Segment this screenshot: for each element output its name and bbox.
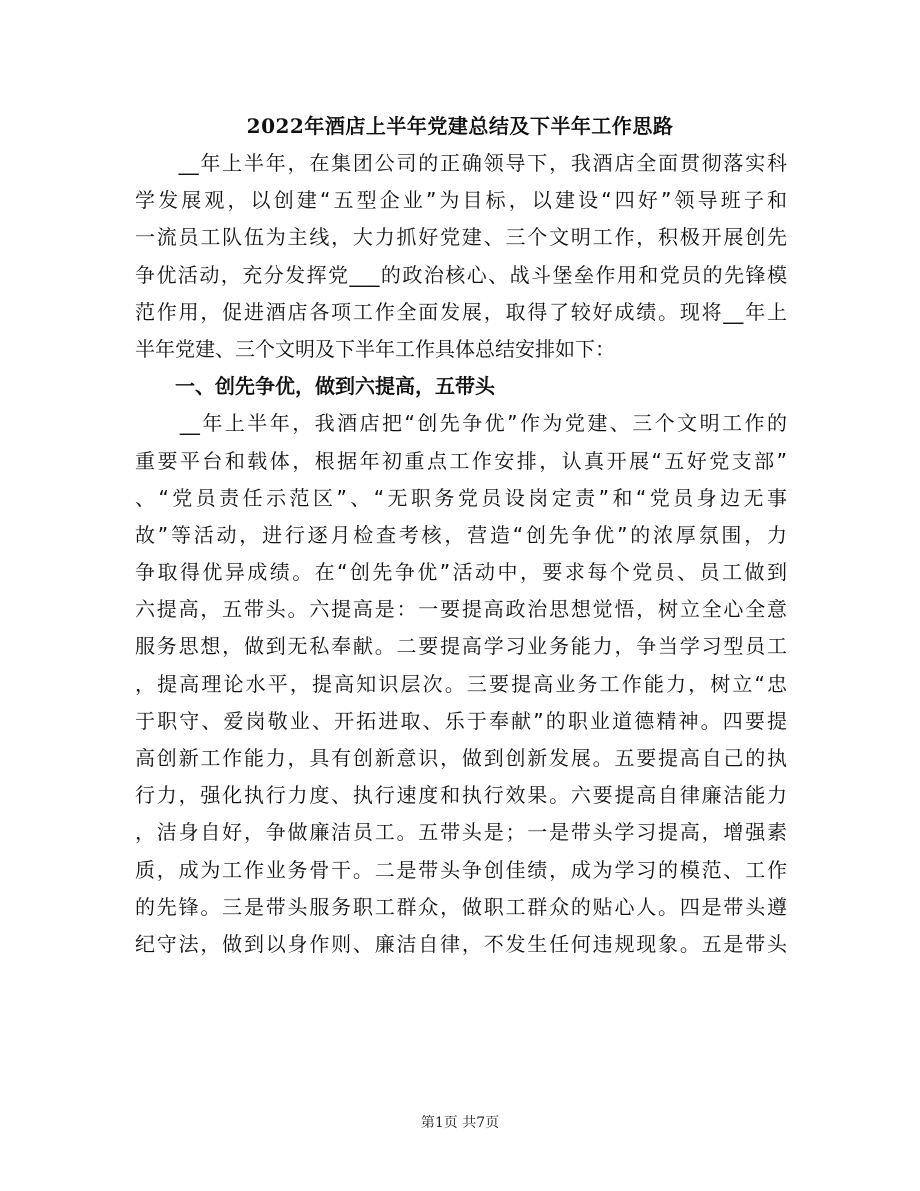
text-line: 质，成为工作业务骨干。二是带头争创佳绩，成为学习的模范、工作	[135, 857, 787, 882]
text-line: 、“党员责任示范区”、“无职务党员设岗定责”和“党员身边无事	[135, 485, 787, 510]
document-body	[135, 145, 787, 963]
text-line: 半年党建、三个文明及下半年工作具体总结安排如下：	[135, 336, 615, 361]
text-line: 的先锋。三是带头服务职工群众，做职工群众的贴心人。四是带头遵	[135, 894, 787, 919]
text-line: 重要平台和载体，根据年初重点工作安排，认真开展“五好党支部”	[135, 448, 787, 473]
text-line: 服务思想，做到无私奉献。二要提高学习业务能力，争当学习型员工	[135, 634, 787, 659]
page-number: 第1页 共7页	[420, 1115, 500, 1131]
paragraph-intro	[135, 145, 787, 368]
text-line: __年上半年，我酒店把“创先争优”作为党建、三个文明工作的	[135, 411, 787, 436]
text-line: 争优活动，充分发挥党___的政治核心、战斗堡垒作用和党员的先锋模	[135, 262, 787, 287]
text-line: 六提高，五带头。六提高是：一要提高政治思想觉悟，树立全心全意	[135, 597, 787, 622]
paragraph-section-1	[135, 405, 787, 963]
text-line: 一流员工队伍为主线，大力抓好党建、三个文明工作，积极开展创先	[135, 225, 787, 250]
section-heading: 一、创先争优，做到六提高，五带头	[135, 374, 495, 399]
document-title: 2022年酒店上半年党建总结及下半年工作思路	[246, 114, 674, 138]
text-line: __年上半年，在集团公司的正确领导下，我酒店全面贯彻落实科	[135, 151, 787, 175]
text-line: 范作用，促进酒店各项工作全面发展，取得了较好成绩。现将__年上	[135, 299, 787, 324]
text-line: ，洁身自好，争做廉洁员工。五带头是；一是带头学习提高，增强素	[135, 820, 787, 845]
text-line: 行力，强化执行力度、执行速度和执行效果。六要提高自律廉洁能力	[135, 783, 787, 808]
text-line: ，提高理论水平，提高知识层次。三要提高业务工作能力，树立“忠	[135, 671, 787, 696]
text-line: 故”等活动，进行逐月检查考核，营造“创先争优”的浓厚氛围，力	[135, 522, 787, 547]
text-line: 于职守、爱岗敬业、开拓进取、乐于奉献”的职业道德精神。四要提	[135, 708, 787, 733]
text-line: 争取得优异成绩。在“创先争优”活动中，要求每个党员、员工做到	[135, 560, 787, 585]
text-line: 学发展观，以创建“五型企业”为目标，以建设“四好”领导班子和	[135, 188, 787, 213]
text-line: 纪守法，做到以身作则、廉洁自律，不发生任何违规现象。五是带头	[135, 931, 787, 956]
text-line: 高创新工作能力，具有创新意识，做到创新发展。五要提高自己的执	[135, 746, 787, 770]
